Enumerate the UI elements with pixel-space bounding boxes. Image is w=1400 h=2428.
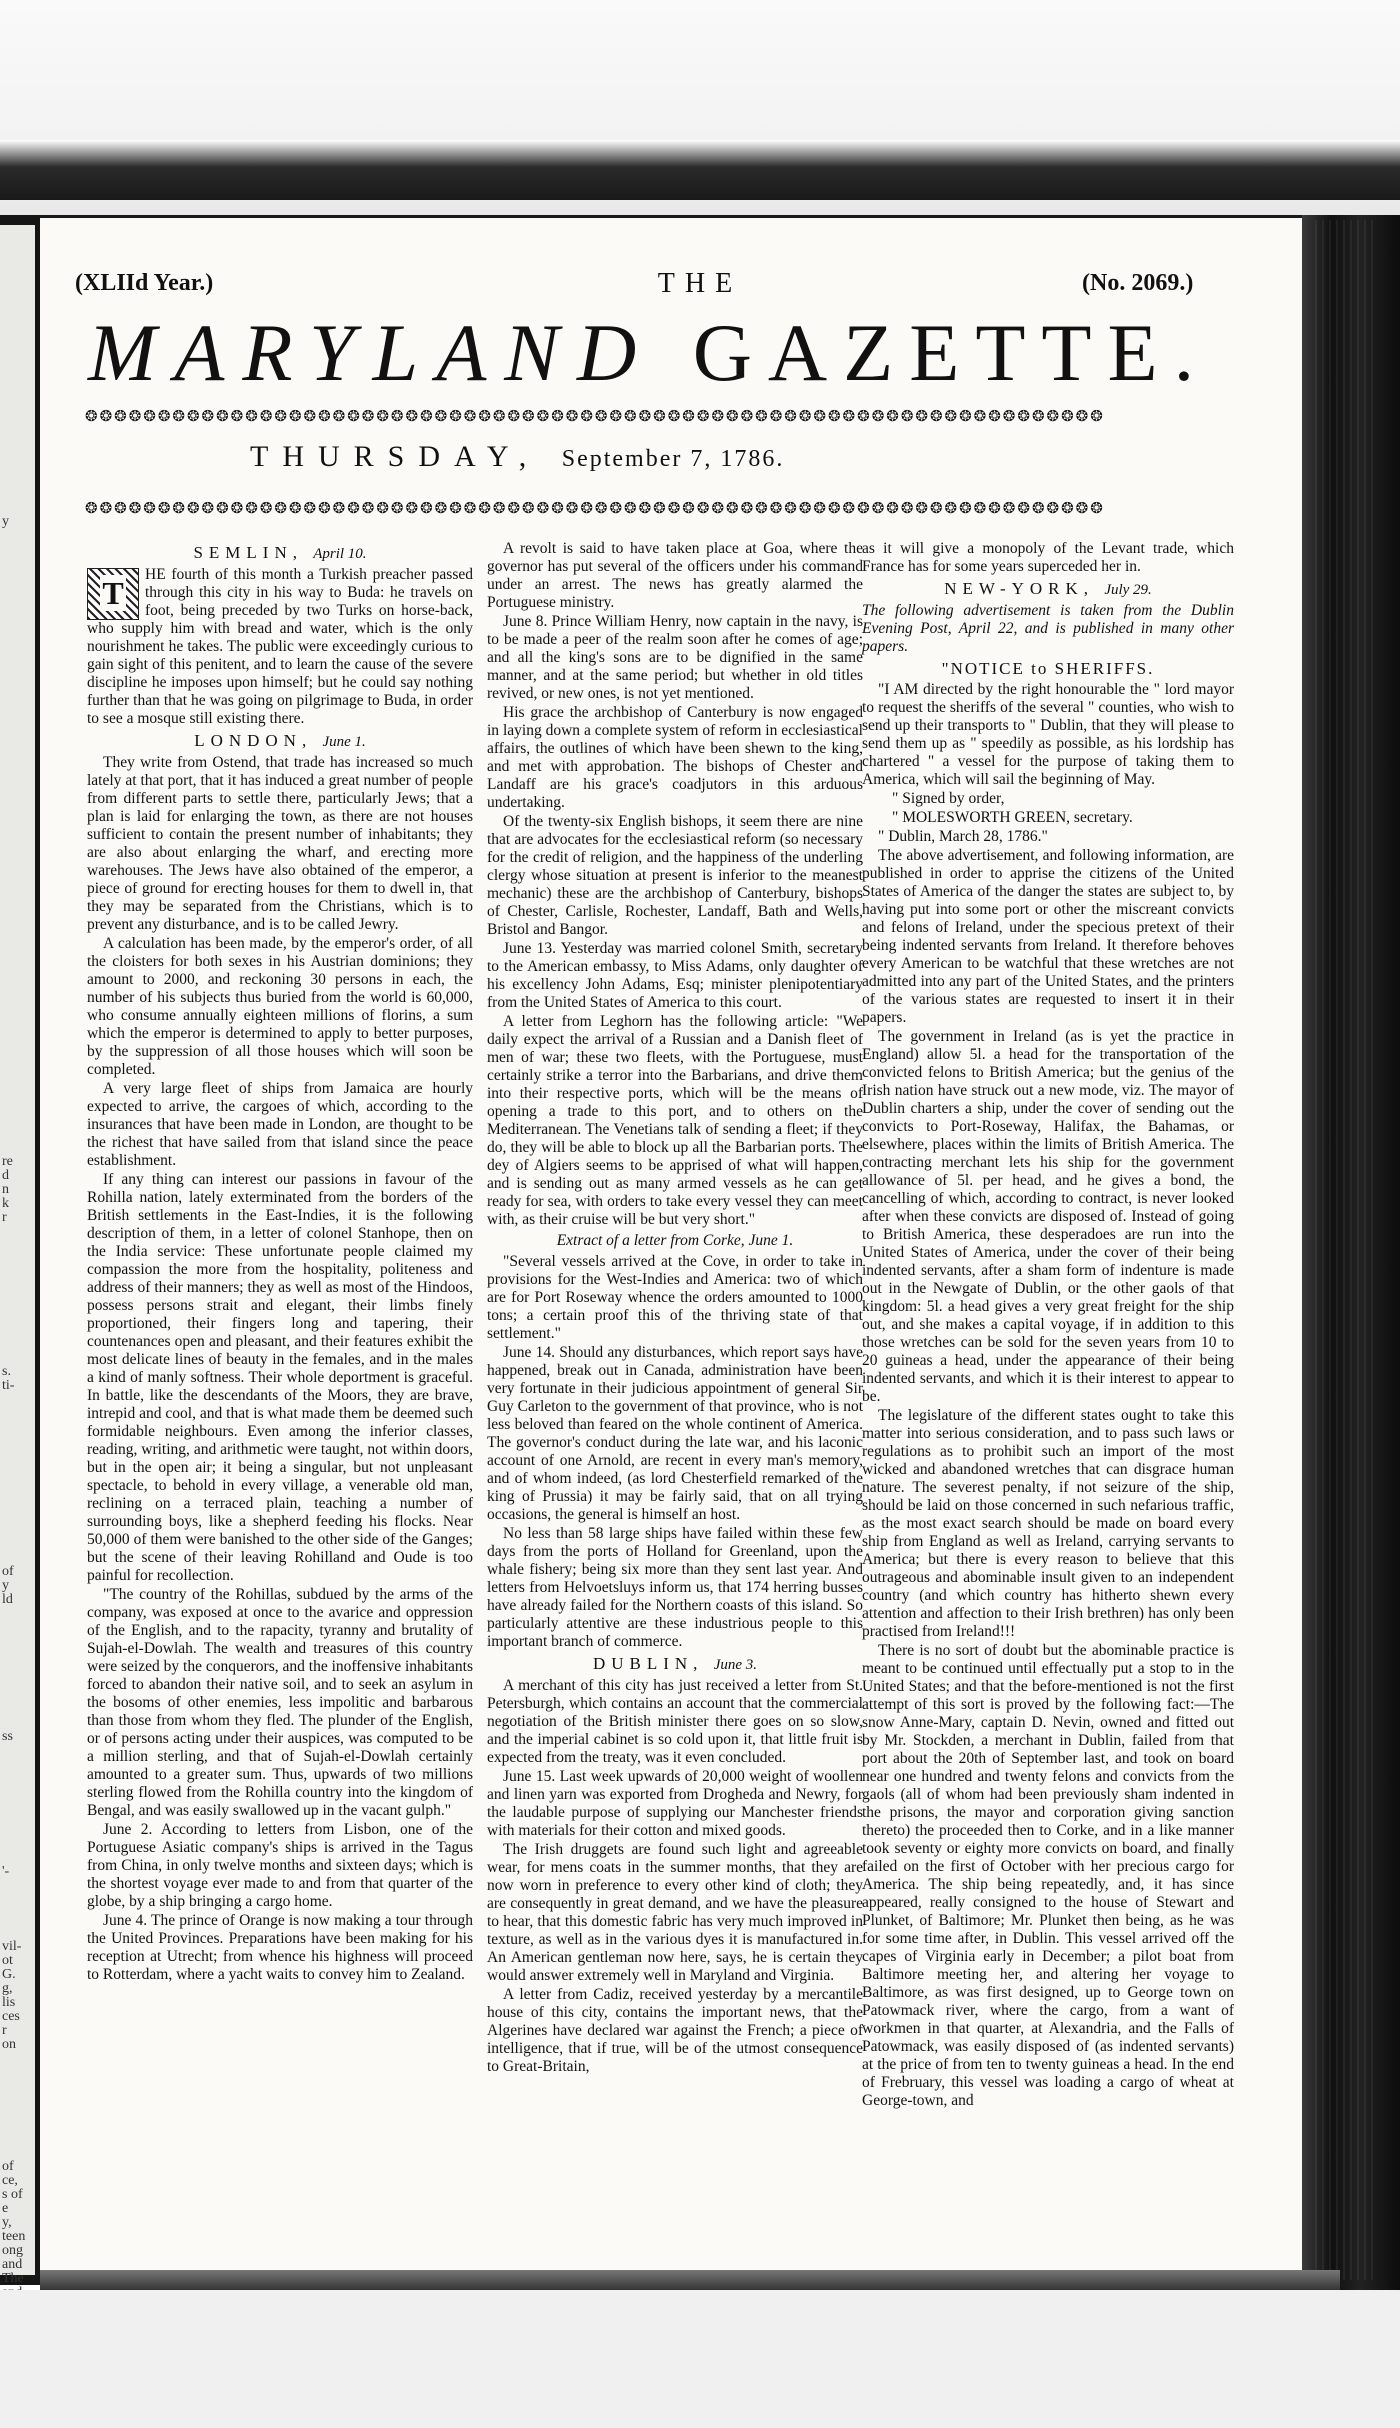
issue-date bbox=[250, 440, 784, 474]
article-rohilla-quote: "The country of the Rohillas, subdued by the arms of the company, was exposed at once to the avarice and oppression of the English, and to the rapacity, tyranny and brutality of Sujah-el-Dowlah. The wealth and treasures of this country were seized by the conquerors, and the inoffensive inhabitants forced to abandon their native soil, and to seek an asylum in the bosoms of other enemies, less impolitic and barbarous than those from whom they fled. The plunder of the English, or of persons acting under their auspices, was computed to be a million sterling, and that of Sujah-el-Dowlah certainly amounted to a greater sum. Thus, upwards of two millions sterling flowed from the Rohilla country into the kingdom of Bengal, and was easily swallowed up in the vacant gulph." bbox=[87, 1586, 473, 1819]
article-whale-fishery: No less than 58 large ships have failed within these few days from the ports of Holland for Greenland, upon the whale fishery; being six more than they sent last year. And letters from Helvoetsluys inform us, that 174 herring busses have already failed for the Northern coasts of this island. So particularly attentive are these industrious people to this important branch of commerce. bbox=[487, 1525, 863, 1650]
article-orange: June 4. The prince of Orange is now making a tour through the United Provinces. Preparations have been making for his reception at Utrecht; from whence his highness will proceed to Rotterdam, where a yacht waits to convey him to Zealand. bbox=[87, 1912, 473, 1983]
article-ostend: They write from Ostend, that trade has increased so much lately at that port, that it has induced a great number of people from different parts to settle there, particularly Jews; that a plan is laid for enlarging the town, as there are not houses sufficient to contain the present number of inhabitants; they are also about enlarging the wharf, and erecting more warehouses. The Jews have also obtained of the emperor, a piece of ground for erecting houses for them to dwell in, that they may be separated from the Christians, which is to prevent any disturbance, and is to be called Jewry. bbox=[87, 754, 473, 933]
article-convicts-warning: The above advertisement, and following information, are published in order to apprise the citizens of the United States of America of the danger the states are subject to, by having put into some port or other the miscreant convicts and felons of Ireland, under the specious pretext of their being indented servants from Ireland. It therefore behoves every American to be watchful that these wretches are not admitted into any part of the United States, and the printers of the various states are requested to insert it in their papers. bbox=[862, 847, 1234, 1026]
article-canterbury: His grace the archbishop of Canterbury is now engaged in laying down a complete system of reform in ecclesiastical affairs, the outlines of which have been shewn to the king, and met with approbation. The bishops of Chester and Landaff are his grace's coadjutors in this arduous undertaking. bbox=[487, 704, 863, 811]
volume-year: (XLIId Year.) bbox=[75, 270, 214, 296]
article-william-henry: June 8. Prince William Henry, now captain in the navy, is to be made a peer of the realm soon after he comes of age; and all the king's sons are to be dignified in the same manner, and at the same period; but whether in old titles revived, or new ones, is not yet mentioned. bbox=[487, 613, 863, 702]
article-semlin: T HE fourth of this month a Turkish preacher passed through this city in his way to Buda: he travels on foot, being preceded by two Turks on horse-back, who supply him with bread and water, which is the only nourishment he takes. The public were exceedingly curious to gain sight of this penitent, and to learn the cause of the severe discipline he imposes upon himself; but he could say nothing further than that he was going on pilgrimage to Buda, in order to see a mosque still existing there. bbox=[87, 566, 473, 727]
issue-number: (No. 2069.) bbox=[1082, 270, 1194, 296]
article-levant: as it will give a monopoly of the Levant trade, which France has for some years superceded her in. bbox=[862, 540, 1234, 575]
dateline-dublin: DUBLIN, June 3. bbox=[592, 1654, 758, 1673]
article-cadiz: A letter from Cadiz, received yesterday by a mercantile house of this city, contains the important news, that the Algerines have declared war against the French; a piece of intelligence, that if true, will be of the utmost consequence to Great-Britain, bbox=[487, 1986, 863, 2075]
title-maryland: MARYLAND bbox=[88, 307, 655, 398]
article-druggets: The Irish druggets are found such light and agreeable wear, for mens coats in the summer months, that they are now worn in preference to every other kind of cloth; they are consequently in great demand, and we have the pleasure to hear, that this domestic fabric has very much improved in texture, as well as in the various dyes it is manufactured in. An American gentleman now here, says, he is certain they would answer extremely well in Maryland and Virginia. bbox=[487, 1841, 863, 1984]
spine-texture bbox=[1315, 220, 1375, 2280]
column-1 bbox=[87, 540, 473, 1985]
article-cloisters: A calculation has been made, by the emperor's order, of all the cloisters for both sexes in his Austrian dominions; they amount to 2000, and reckoning 30 persons in each, the number of his subjects thus buried from the world is 60,000, who consume annually eighteen millions of florins, a sum which the emperor is determined to apply to better purposes, by the suppression of all those houses which will soon be completed. bbox=[87, 935, 473, 1078]
article-corke: "Several vessels arrived at the Cove, in order to take in provisions for the West-Indies and America: two of which are for Port Roseway whence the orders amounted to 1000 tons; a certain proof this of the thriving state of that settlement." bbox=[487, 1253, 863, 1342]
notice-signer: " MOLESWORTH GREEN, secretary. bbox=[892, 809, 1133, 826]
dateline-semlin: SEMLIN, April 10. bbox=[193, 543, 367, 562]
article-lisbon: June 2. According to letters from Lisbon, one of the Portuguese Asiatic company's ships is arrived in the Tagus from China, in only twelve months and sixteen days; which is the shortest voyage ever made to and from that quarter of the globe, by a ship bringing a cargo home. bbox=[87, 1821, 473, 1910]
article-yarn: June 15. Last week upwards of 20,000 weight of woollen and linen yarn was exported from Drogheda and Newry, for the laudable purpose of supplying our Manchester friends with materials for their cotton and mixed goods. bbox=[487, 1768, 863, 1839]
article-leghorn: A letter from Leghorn has the following article: "We daily expect the arrival of a Russian and a Danish fleet of men of war; these two fleets, with the Portuguese, must certainly strike a terror into the Barbarians, and drive them into their respective ports, which will be the means of opening a trade to this port, and to others on the Mediterranean. The Venetians talk of sending a fleet; if they do, they will be able to block up all the Barbarian ports. The dey of Algiers seems to be apprised of what will happen, and is sending out as many armed vessels as he can get ready for sea, with orders to take every vessel they can meet with, as their cruise will be but very short." bbox=[487, 1013, 863, 1228]
newspaper-title bbox=[88, 307, 1238, 398]
article-transportation: The government in Ireland (as is yet the practice in England) allow 5l. a head for the transportation of the convicted felons to British America; but the genius of the Irish nation have struck out a new mode, viz. The mayor of Dublin charters a ship, under the cover of sending out the convicts to Port-Roseway, Halifax, the Bahamas, or elsewhere, places within the limits of British America. The contracting merchant lets his ship for the government allowance of 5l. per head, and he gives a bond, the cancelling of which, according to contract, is never looked after when these convicts are disposed of. Instead of going to British America, these desperadoes are run into the United States of America, under the cover of their being indented servants, after a sham form of indenture is made out in the Newgate of Dublin, or the other gaols of that kingdom: 5l. a head gives a very great freight for the ship out, and she makes a capital voyage, if in addition to this those wretches can be sold for the seven years from 10 to 20 guineas a head, under the appearance of their being indented servants, and which it is their interest to appear to be. bbox=[862, 1028, 1234, 1405]
article-petersburgh: A merchant of this city has just received a letter from St. Petersburgh, which contains an account that the commercial negotiation of the British minister there goes on so slow, and the imperial cabinet is so cold upon it, that little fruit is expected from the treaty, was it even concluded. bbox=[487, 1677, 863, 1766]
notice-signed: " Signed by order, bbox=[892, 790, 1005, 807]
previous-page-strip: y re d n k r s. ti- of y ld ss '- vil- ot G. g, lis ces r on of ce, s of e y, teen ong and The bbox=[0, 225, 35, 2275]
column-3 bbox=[862, 540, 1234, 2111]
decorated-initial: T bbox=[87, 568, 139, 620]
article-jamaica-fleet: A very large fleet of ships from Jamaica are hourly expected to arrive, the cargoes of which, according to the insurances that have been made in London, are thought to be the richest that have sailed from that island since the peace establishment. bbox=[87, 1080, 473, 1169]
dateline-new-york: NEW-YORK, July 29. bbox=[944, 579, 1152, 598]
article-smith-adams: June 13. Yesterday was married colonel Smith, secretary to the American embassy, to Miss Adams, only daughter of his excellency John Adams, Esq; minister plenipotentiary from the United States of America to this court. bbox=[487, 940, 863, 1011]
scan-background-bottom bbox=[0, 2290, 1400, 2428]
article-goa: A revolt is said to have taken place at Goa, where the governor has put several of the officers under his command under an arrest. The news has greatly alarmed the Portuguese ministry. bbox=[487, 540, 863, 611]
ornamental-rule-bottom: ❂❂❂❂❂❂❂❂❂❂❂❂❂❂❂❂❂❂❂❂❂❂❂❂❂❂❂❂❂❂❂❂❂❂❂❂❂❂❂❂❂❂❂❂❂❂❂❂❂❂❂❂❂❂❂❂❂❂❂❂❂❂❂❂❂❂❂❂❂❂ bbox=[85, 501, 1105, 517]
ornamental-rule-top: ❂❂❂❂❂❂❂❂❂❂❂❂❂❂❂❂❂❂❂❂❂❂❂❂❂❂❂❂❂❂❂❂❂❂❂❂❂❂❂❂❂❂❂❂❂❂❂❂❂❂❂❂❂❂❂❂❂❂❂❂❂❂❂❂❂❂❂❂❂❂ bbox=[85, 409, 1105, 425]
issue-day: THURSDAY, bbox=[250, 440, 541, 473]
article-canada: June 14. Should any disturbances, which report says have happened, break out in Canada, administration have been very fortunate in their judicious appointment of general Sir Guy Carleton to the government of that province, who is not less beloved than feared on the whole continent of America. The governor's conduct during the late war, and his laconic account of one Arnold, are recent in every man's memory, and of whom indeed, (as lord Chesterfield remarked of the king of Prussia) it may be fairly said, that on all trying occasions, the general is himself an host. bbox=[487, 1344, 863, 1523]
article-legislature: The legislature of the different states ought to take this matter into serious consideration, and to pass such laws or regulations as to prohibit such an import of the most wicked and abandoned wretches that can disgrace human nature. The severest penalty, if not seizure of the ship, should be laid on those concerned in such nefarious traffic, as the most exact search should be made on board every ship from England as well as Ireland, carrying servants to America; but there is every reason to believe that this outrageous and abominable insult given to an independent country (and which country has hitherto shewn every attention and affection to their Irish brethren) has only been practised from Ireland!!! bbox=[862, 1407, 1234, 1640]
issue-date-text: September 7, 1786. bbox=[561, 446, 785, 472]
column-2 bbox=[487, 540, 863, 2077]
masthead-the: THE bbox=[657, 268, 743, 299]
notice-heading: "NOTICE to SHERIFFS. bbox=[941, 659, 1155, 678]
title-gazette: GAZETTE. bbox=[692, 307, 1211, 398]
notice-text: "I AM directed by the right honourable the " lord mayor to request the sheriffs of the several " counties, who wish to send up their transports to " Dublin, that they will please to send them up as " speedily as possible, as his lordship has chartered " a vessel for the purpose of taking them to America, which will sail the beginning of May. bbox=[862, 681, 1234, 788]
dateline-london: LONDON, June 1. bbox=[194, 731, 366, 750]
article-rohilla: If any thing can interest our passions in favour of the Rohilla nation, lately exterminated from the borders of the British settlements in the East-Indies, it is the following description of them, in a letter of colonel Stanhope, then on the India service: These unfortunate people claimed my compassion the more from the hospitality, politeness and address of their manners; they as well as most of the Hindoos, possess persons strait and elegant, their limbs finely proportioned, their fingers long and tapering, their countenances open and pleasant, and their features exhibit the most delicate lines of beauty in the females, and in the males a kind of manly softness. Their whole deportment is graceful. In battle, like the descendants of the Moors, they are brave, intrepid and cool, and that is what made them be deemed such formidable neighbours. Even among the inferior classes, reading, writing, and arithmetic were taught, not within doors, but in the open air; it being a singular, but not unpleasant spectacle, to behold in every village, a venerable old man, reclining on a terraced plain, teaching a number of surrounding boys, like a shepherd feeding his flocks. Near 50,000 of them were banished to the other side of the Ganges; but the scene of their leaving Rohilland and Oude is too painful for recollection. bbox=[87, 1171, 473, 1584]
article-bishops: Of the twenty-six English bishops, it seem there are nine that are advocates for the ecclesiastical reform (so necessary for the credit of religion, and the happiness of the underling clergy whose situation at present is inferior to the meanest mechanic) these are the archbishop of Canterbury, bishops of Chester, Carlisle, Rochester, Landaff, Bath and Wells, Bristol and Bangor. bbox=[487, 813, 863, 938]
advertisement-intro: The following advertisement is taken from the Dublin Evening Post, April 22, and is published in many other papers. bbox=[862, 602, 1234, 655]
notice-date: " Dublin, March 28, 1786." bbox=[878, 828, 1048, 845]
article-anne-mary: There is no sort of doubt but the abominable practice is meant to be continued until effectually put a stop to in the United States; and that the before-mentioned is not the first attempt of this sort is proved by the following fact:—The snow Anne-Mary, captain D. Nevin, owned and fitted out by Mr. Stockden, a merchant in Dublin, failed from that port about the 20th of September last, and took on board near one hundred and twenty felons and convicts from the gaols (all of whom had been previously sham indented in the prisons, the mayor and corporation giving sanction thereto) the proceeded then to Corke, and in a like manner took seventy or eighty more convicts on board, and finally failed on the first of October with her precious cargo for America. The ship being repeatedly, and, it has since appeared, really consigned to the house of Stewart and Plunket, of Baltimore; Mr. Plunket then being, as he was for some time after, in Dublin. This vessel arrived off the capes of Virginia early in December; a pilot boat from Baltimore meeting her, and altering her voyage to Baltimore, as was first designed, up to George town on Patowmack river, where the cargo, from a want of workmen in that quarter, at Alexandria, and the Falls of Patowmack, was easily disposed of (as indented servants) at the price of from ten to twenty guineas a head. In the end of Frebruary, this vessel was loading a cargo of wheat at George-town, and bbox=[862, 1642, 1234, 2109]
scan-shadow-band bbox=[0, 140, 1400, 200]
extract-heading: Extract of a letter from Corke, June 1. bbox=[556, 1232, 794, 1249]
